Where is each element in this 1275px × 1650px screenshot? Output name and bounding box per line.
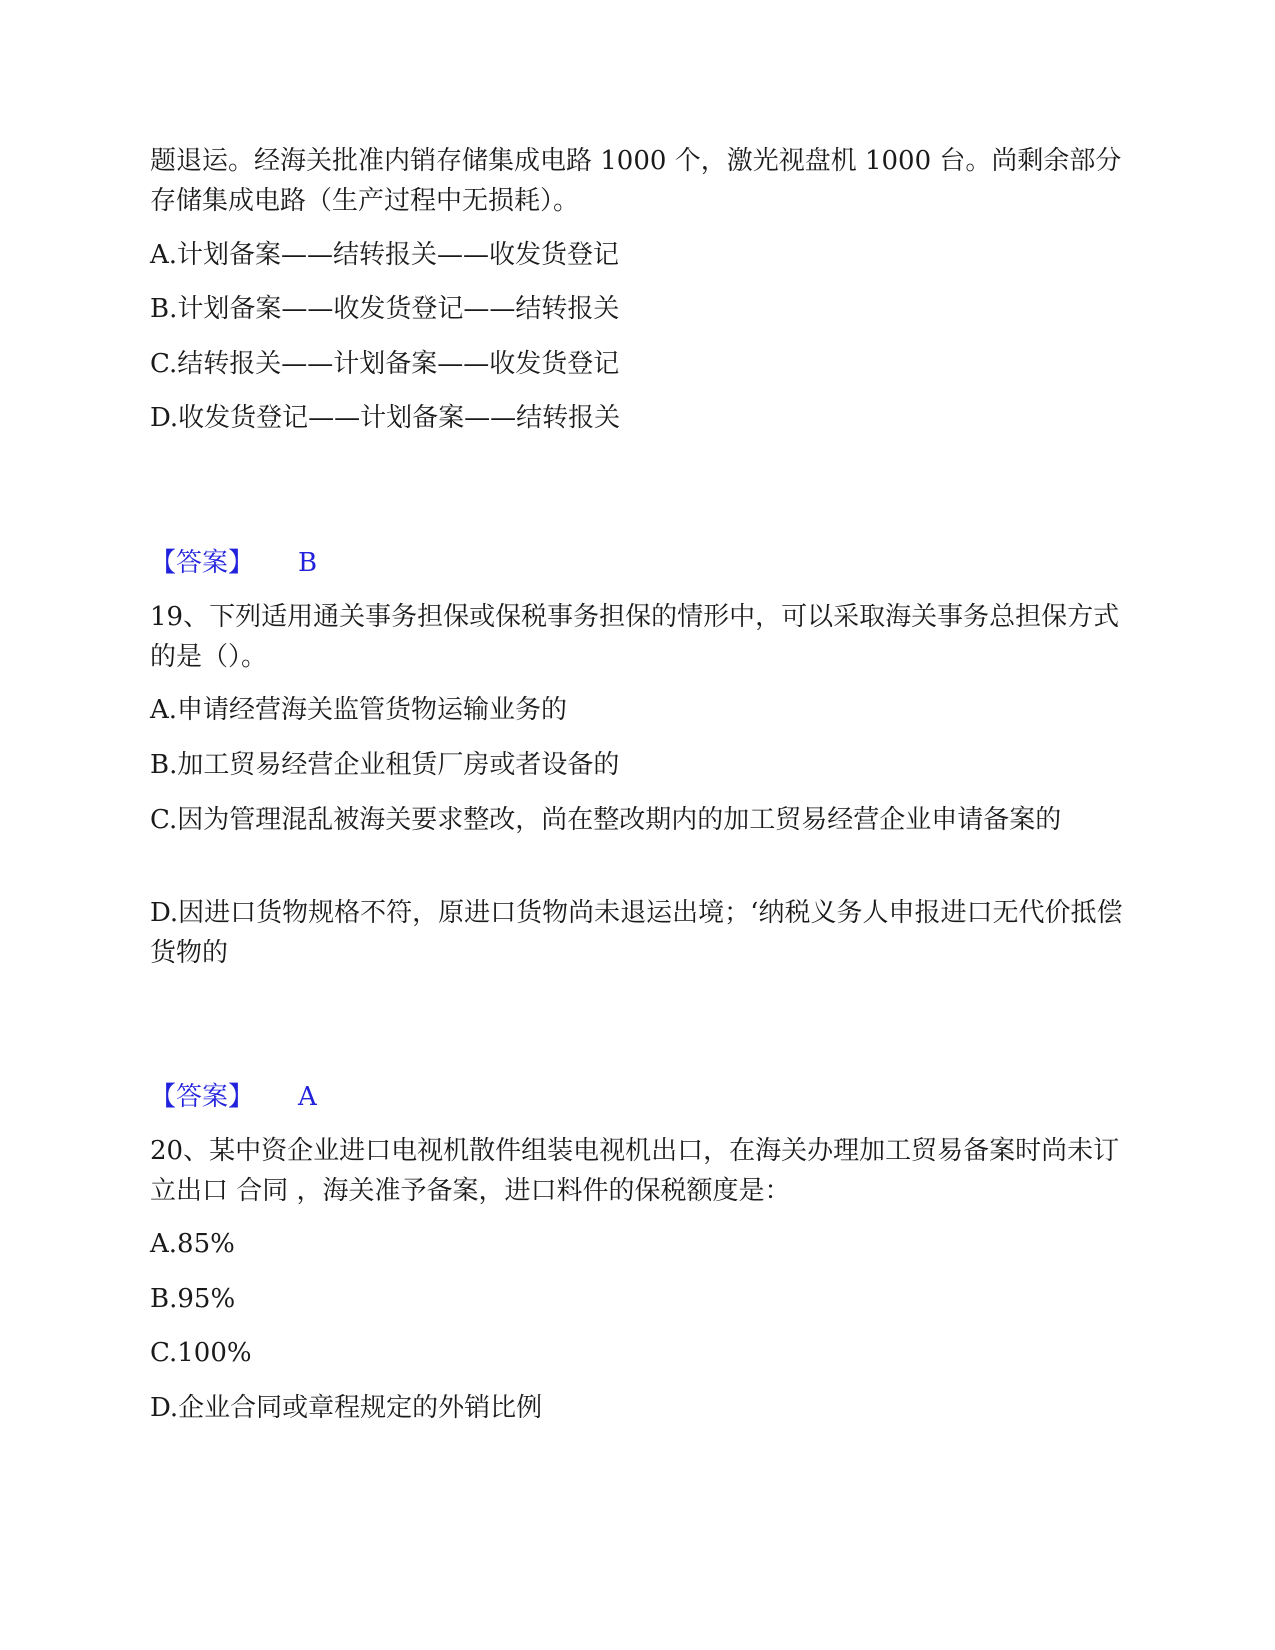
answer-label: 【答案】	[150, 1082, 255, 1112]
answer-value: B	[298, 548, 318, 578]
q18-option-a: A.计划备案——结转报关——收发货登记	[150, 240, 620, 270]
answer-19	[150, 1077, 317, 1117]
q19-option-c: C.因为管理混乱被海关要求整改，尚在整改期内的加工贸易经营企业申请备案的	[150, 805, 1062, 835]
question-18-stem-continuation: 题退运。经海关批准内销存储集成电路 1000 个，激光视盘机 1000 台。尚剩余部分存储集成电路（生产过程中无损耗）。	[150, 146, 1122, 216]
question-19-stem: 19、下列适用通关事务担保或保税事务担保的情形中，可以采取海关事务总担保方式的是（）。	[150, 602, 1120, 672]
q20-option-b: B.95%	[150, 1284, 236, 1314]
q20-option-d: D.企业合同或章程规定的外销比例	[150, 1393, 543, 1423]
answer-18	[150, 543, 317, 583]
q18-option-d: D.收发货登记——计划备案——结转报关	[150, 403, 621, 433]
q18-option-b: B.计划备案——收发货登记——结转报关	[150, 294, 620, 324]
answer-value: A	[298, 1082, 317, 1112]
q18-option-c: C.结转报关——计划备案——收发货登记	[150, 349, 620, 379]
q20-option-a: A.85%	[150, 1229, 235, 1259]
answer-label: 【答案】	[150, 548, 255, 578]
q19-option-a: A.申请经营海关监管货物运输业务的	[150, 695, 568, 725]
question-20-stem: 20、某中资企业进口电视机散件组装电视机出口，在海关办理加工贸易备案时尚未订立出口 合同 ，海关准予备案，进口料件的保税额度是：	[150, 1136, 1120, 1206]
q19-option-d: D.因进口货物规格不符，原进口货物尚未退运出境；‘纳税义务人申报进口无代价抵偿货物的	[150, 898, 1123, 968]
q20-option-c: C.100%	[150, 1338, 252, 1368]
q19-option-b: B.加工贸易经营企业租赁厂房或者设备的	[150, 750, 620, 780]
